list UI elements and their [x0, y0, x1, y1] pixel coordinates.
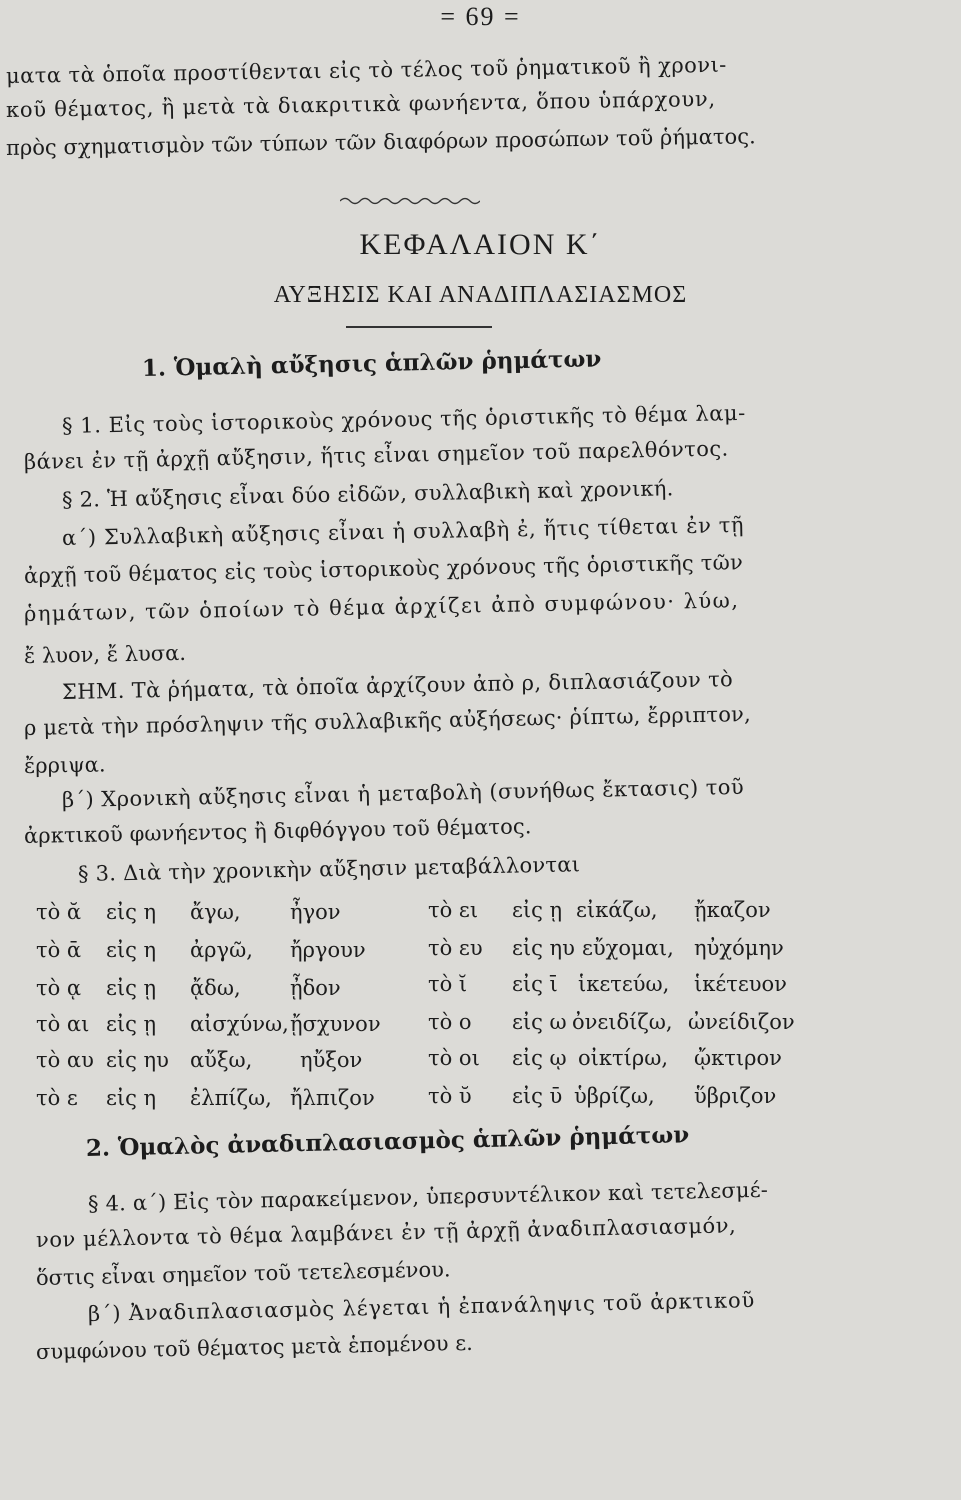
table-cell: εἰς η	[106, 938, 157, 962]
intro-line: πρὸς σχηματισμὸν τῶν τύπων τῶν διαφόρων προσώπων τοῦ ῥήματος.	[5, 124, 756, 160]
text-line: β΄) Χρονικὴ αὔξησις εἶναι ἡ μεταβολὴ (συνήθως ἔκτασις) τοῦ	[61, 774, 745, 812]
table-cell: ἱκέτευον	[694, 972, 787, 996]
table-cell: εἰς η	[106, 900, 157, 924]
table-cell: τὸ ει	[428, 898, 479, 922]
text-line: ἀρχῇ τοῦ θέματος εἰς τοὺς ἱστορικοὺς χρόνους τῆς ὁριστικῆς τῶν	[23, 550, 744, 588]
table-cell: ᾤκτιρον	[694, 1046, 782, 1070]
table-cell: τὸ ῠ	[428, 1084, 472, 1108]
section-heading: 1. Ὁμαλὴ αὔξησις ἁπλῶν ῥημάτων	[141, 345, 602, 382]
text-line: ῥημάτων, τῶν ὁποίων τὸ θέμα ἀρχίζει ἀπὸ συμφώνου· λύω,	[23, 588, 740, 626]
text-line: ἔ λυον, ἔ λυσα.	[23, 640, 187, 668]
table-cell: εἰς ηυ	[512, 936, 575, 960]
table-cell: εἰς ῃ	[512, 898, 563, 922]
table-cell: αἰσχύνω,	[190, 1012, 289, 1036]
text-line: νον μέλλοντα τὸ θέμα λαμβάνει ἐν τῇ ἀρχῇ ἀναδιπλασιασμόν,	[35, 1213, 737, 1252]
table-cell: τὸ οι	[428, 1046, 480, 1070]
text-line: β΄) Ἀναδιπλασιασμὸς λέγεται ἡ ἐπανάληψις τοῦ ἀρκτικοῦ	[87, 1288, 756, 1326]
table-cell: τὸ ῐ	[428, 972, 468, 996]
table-cell: ηὔξον	[300, 1048, 363, 1072]
table-cell: ὕβριζον	[694, 1084, 777, 1108]
table-cell: εἰς ῡ	[512, 1084, 563, 1108]
table-cell: εὔχομαι,	[582, 936, 674, 960]
table-cell: εἰς ῃ	[106, 976, 157, 1000]
table-cell: εἰς ῃ	[106, 1012, 157, 1036]
text-line: § 4. α΄) Εἰς τὸν παρακείμενον, ὑπερσυντέλικον καὶ τετελεσμέ-	[87, 1177, 769, 1216]
intro-line: ματα τὰ ὁποῖα προστίθενται εἰς τὸ τέλος τοῦ ῥηματικοῦ ἢ χρονι-	[5, 52, 727, 88]
table-cell: εἰς ηυ	[106, 1048, 169, 1072]
table-cell: εἰς ῑ	[512, 972, 558, 996]
table-cell: ᾖδον	[290, 976, 341, 1000]
text-line: βάνει ἐν τῇ ἀρχῇ αὔξησιν, ἥτις εἶναι σημεῖον τοῦ παρελθόντος.	[23, 436, 729, 474]
text-line: § 1. Εἰς τοὺς ἱστορικοὺς χρόνους τῆς ὁριστικῆς τὸ θέμα λαμ-	[61, 400, 746, 438]
table-cell: ᾄδω,	[190, 976, 241, 1000]
table-cell: ἦγον	[290, 900, 341, 924]
heading-rule	[346, 326, 492, 328]
table-cell: ηὐχόμην	[694, 936, 784, 960]
wavy-divider	[340, 196, 480, 206]
table-cell: ἀργῶ,	[190, 938, 253, 962]
text-line: § 3. Διὰ τὴν χρονικὴν αὔξησιν μεταβάλλονται	[77, 852, 581, 886]
table-cell: ἱκετεύω,	[578, 972, 670, 996]
chapter-title: ΚΕΦΑΛΑΙΟΝ Κ΄	[359, 228, 602, 261]
table-cell: αὔξω,	[190, 1048, 253, 1072]
table-cell: τὸ ευ	[428, 936, 483, 960]
table-cell: εἰς η	[106, 1086, 157, 1110]
text-line: ΣΗΜ. Τὰ ῥήματα, τὰ ὁποῖα ἀρχίζουν ἀπὸ ρ, διπλασιάζουν τὸ	[61, 667, 734, 704]
section-heading: 2. Ὁμαλὸς ἀναδιπλασιασμὸς ἁπλῶν ῥημάτων	[85, 1121, 690, 1162]
table-cell: ᾔσχυνον	[290, 1012, 381, 1036]
table-cell: τὸ ᾱ	[36, 938, 82, 962]
table-cell: τὸ ε	[36, 1086, 78, 1110]
table-cell: ἤλπιζον	[290, 1086, 375, 1110]
table-cell: ὑβρίζω,	[574, 1084, 655, 1108]
table-cell: ἐλπίζω,	[190, 1086, 272, 1110]
table-cell: τὸ ᾰ	[36, 900, 82, 924]
table-cell: ὀνειδίζω,	[572, 1010, 673, 1034]
table-cell: ὠνείδιζον	[688, 1010, 795, 1034]
table-cell: τὸ αυ	[36, 1048, 94, 1072]
text-line: ρ μετὰ τὴν πρόσληψιν τῆς συλλαβικῆς αὐξήσεως· ῥίπτω, ἔρριπτον,	[23, 702, 752, 740]
intro-line: κοῦ θέματος, ἢ μετὰ τὰ διακριτικὰ φωνήεντα, ὅπου ὑπάρχουν,	[5, 86, 717, 122]
table-cell: ἄγω,	[190, 900, 241, 924]
table-cell: ἤργουν	[290, 938, 366, 962]
table-cell: εἰς ω	[512, 1010, 567, 1034]
table-cell: ᾔκαζον	[694, 898, 771, 922]
table-cell: τὸ ᾳ	[36, 976, 82, 1000]
table-cell: τὸ ο	[428, 1010, 472, 1034]
text-line: ὅστις εἶναι σημεῖον τοῦ τετελεσμένου.	[35, 1257, 451, 1290]
text-line: § 2. Ἡ αὔξησις εἶναι δύο εἰδῶν, συλλαβικὴ καὶ χρονική.	[61, 476, 674, 512]
chapter-subtitle: ΑΥΞΗΣΙΣ ΚΑΙ ΑΝΑΔΙΠΛΑΣΙΑΣΜΟΣ	[273, 282, 688, 308]
page-number: = 69 =	[440, 2, 521, 31]
table-cell: οἰκτίρω,	[578, 1046, 668, 1070]
table-cell: εἰκάζω,	[576, 898, 658, 922]
table-cell: εἰς ῳ	[512, 1046, 567, 1070]
text-line: α΄) Συλλαβικὴ αὔξησις εἶναι ἡ συλλαβὴ ἐ, ἥτις τίθεται ἐν τῇ	[61, 512, 745, 550]
text-line: ἀρκτικοῦ φωνήεντος ἢ διφθόγγου τοῦ θέματος.	[23, 814, 532, 848]
text-line: συμφώνου τοῦ θέματος μετὰ ἑπομένου ε.	[35, 1330, 473, 1364]
text-line: ἔρριψα.	[23, 752, 106, 778]
table-cell: τὸ αι	[36, 1012, 90, 1036]
